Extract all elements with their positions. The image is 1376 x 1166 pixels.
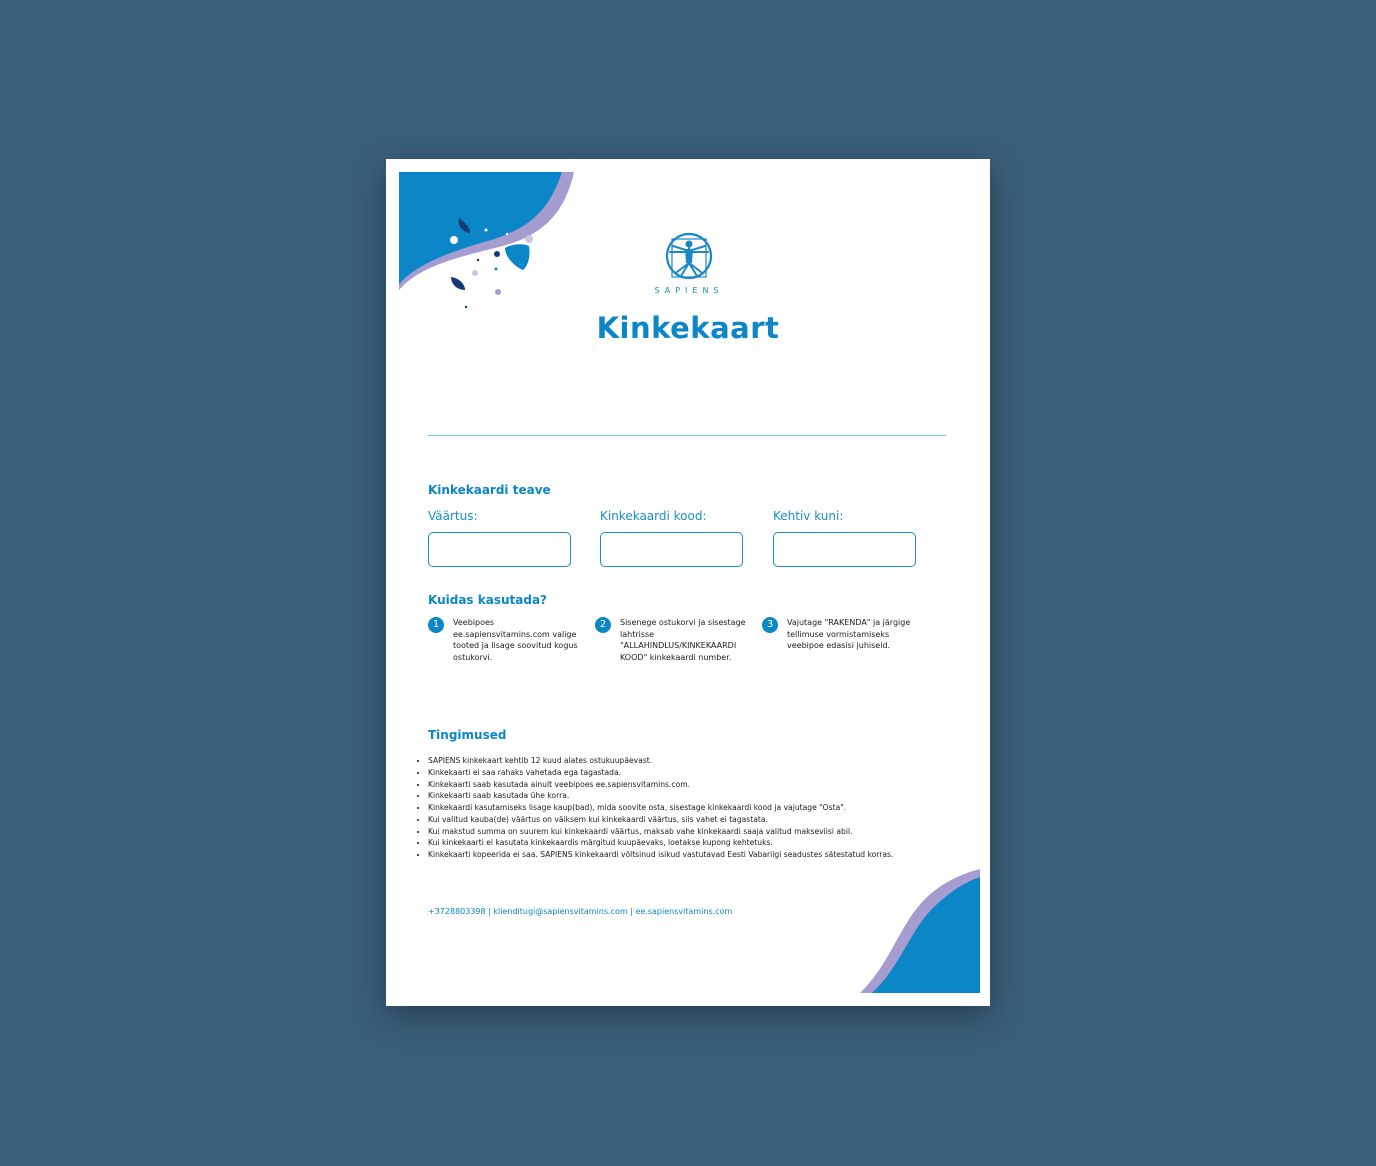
list-item: • Kinkekaarti kopeerida ei saa. SAPIENS kinkekaardi võltsinud isikud vastutavad Eesti Vabariigi seadustes sätestatud korras. (428, 849, 988, 861)
vitruvian-man-logo-icon (664, 231, 714, 281)
code-field-label: Kinkekaardi kood: (600, 509, 707, 523)
leaf-decoration-icon (505, 244, 530, 270)
code-field[interactable] (600, 532, 743, 567)
contact-footer: +3728803398 | klienditugi@sapiensvitamins.com | ee.sapiensvitamins.com (428, 907, 733, 916)
value-field[interactable] (428, 532, 571, 567)
list-item: • Kui makstud summa on suurem kui kinkekaardi väärtus, maksab vahe kinkekaardi saaja valitud makseviisi abil. (428, 826, 988, 838)
list-item: • Kui kinkekaarti ei kasutata kinkekaardis märgitud kuupäevaks, loetakse kupong kehtetuks. (428, 837, 988, 849)
step-text: Sisenege ostukorvi ja sisestage lahtrisse "ALLAHINDLUS/KINKEKAARDI KOOD" kinkekaardi number. (620, 618, 746, 662)
step-text: Vajutage "RAKENDA" ja järgige tellimuse vormistamiseks veebipoe edasisi juhiseid. (787, 618, 911, 651)
info-section-heading: Kinkekaardi teave (428, 483, 551, 497)
list-item: • Kinkekaardi kasutamiseks lisage kaup(bad), mida soovite osta, sisestage kinkekaardi kood ja vajutage "Osta". (428, 802, 988, 814)
step-number-badge: 3 (762, 617, 778, 633)
valid-until-field[interactable] (773, 532, 916, 567)
page-title: Kinkekaart (596, 311, 780, 345)
value-field-label: Väärtus: (428, 509, 478, 523)
step-text: Veebipoes ee.sapiensvitamins.com valige tooted ja lisage soovitud kogus ostukorvi. (453, 618, 578, 662)
terms-list (416, 755, 988, 861)
gift-card-page (386, 159, 990, 1006)
wave-decoration-top-left (399, 172, 579, 322)
usage-section-heading: Kuidas kasutada? (428, 593, 547, 607)
terms-section-heading: Tingimused (428, 728, 507, 742)
list-item: • Kui valitud kauba(de) väärtus on väiksem kui kinkekaardi väärtus, siis vahet ei tagastata. (428, 814, 988, 826)
title-divider (428, 435, 946, 436)
list-item: • Kinkekaarti saab kasutada ühe korra. (428, 790, 988, 802)
leaf-decoration-icon (451, 277, 465, 290)
list-item: • Kinkekaarti ei saa rahaks vahetada ega tagastada. (428, 767, 988, 779)
brand-name: SAPIENS (654, 286, 724, 295)
step-number-badge: 2 (595, 617, 611, 633)
list-item: • SAPIENS kinkekaart kehtib 12 kuud alates ostukuupäevast. (428, 755, 988, 767)
list-item: • Kinkekaarti saab kasutada ainult veebipoes ee.sapiensvitamins.com. (428, 779, 988, 791)
wave-decoration-bottom-right (860, 869, 980, 993)
step-number-badge: 1 (428, 617, 444, 633)
valid-until-field-label: Kehtiv kuni: (773, 509, 844, 523)
